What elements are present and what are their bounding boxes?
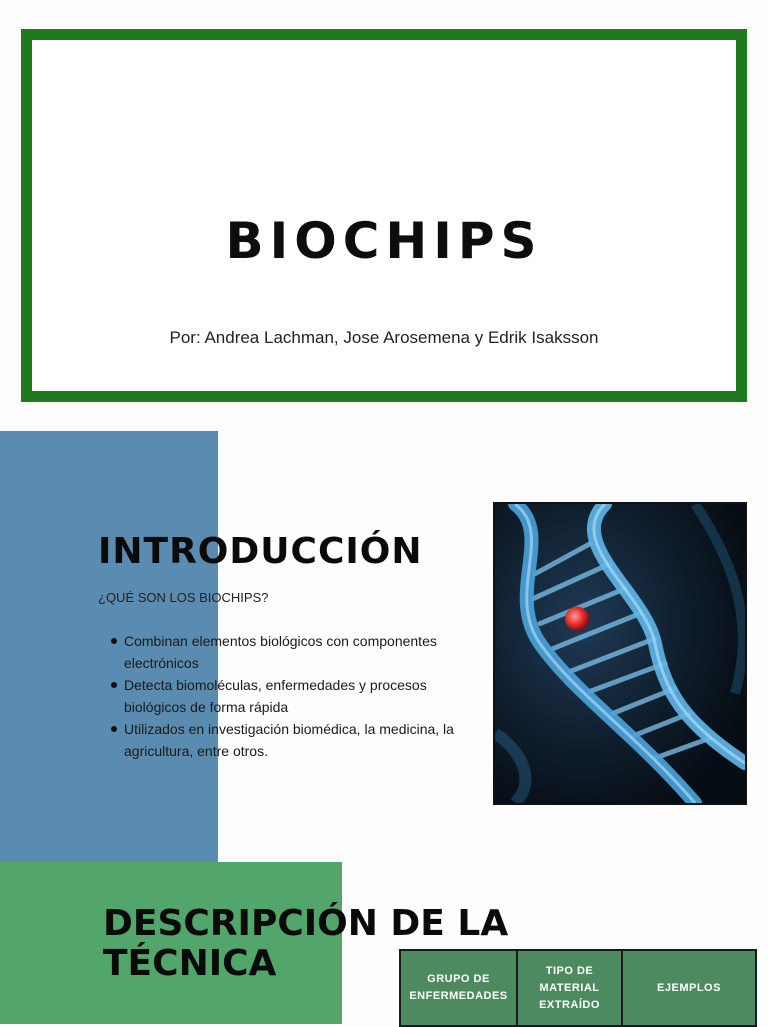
intro-bullet-list [106, 630, 476, 762]
table-header-row [400, 950, 756, 1026]
page-title: BIOCHIPS [225, 212, 543, 270]
dna-helix-icon [495, 504, 745, 803]
table-header-cell: TIPO DE MATERIAL EXTRAÍDO [517, 950, 622, 1026]
list-item: Utilizados en investigación biomédica, la medicina, la agricultura, entre otros. [106, 718, 476, 762]
technique-heading: DESCRIPCIÓN DE LA TÉCNICA [103, 903, 509, 984]
table-header-cell: GRUPO DE ENFERMEDADES [400, 950, 517, 1026]
list-item: Detecta biomoléculas, enfermedades y procesos biológicos de forma rápida [106, 674, 476, 718]
authors-line: Por: Andrea Lachman, Jose Arosemena y Edrik Isaksson [169, 328, 599, 347]
intro-heading: INTRODUCCIÓN [98, 531, 423, 572]
list-item: Combinan elementos biológicos con componentes electrónicos [106, 630, 476, 674]
title-frame [21, 29, 747, 402]
table-header-cell: EJEMPLOS [622, 950, 756, 1026]
dna-helix-image [493, 502, 747, 805]
technique-table [399, 949, 757, 1027]
intro-subtitle: ¿QUÉ SON LOS BIOCHIPS? [98, 590, 269, 605]
